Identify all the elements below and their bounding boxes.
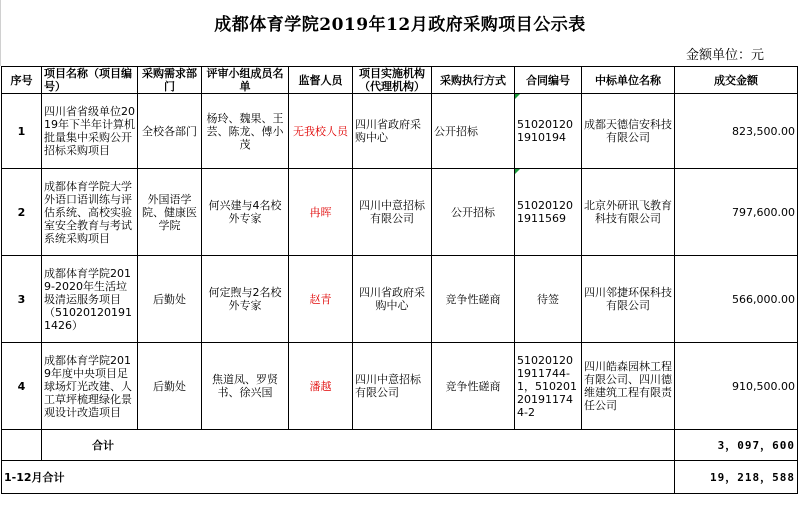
cell-supervisor: 潘越	[289, 343, 353, 430]
cell-amount: 797,600.00	[675, 169, 798, 256]
cell-agency: 四川中意招标有限公司	[353, 169, 432, 256]
cell-project: 成都体育学院2019年度中央项目足球场灯光改建、人工草坪梳理绿化景观设计改造项目	[42, 343, 138, 430]
cell-agency: 四川中意招标有限公司	[353, 343, 432, 430]
cell-panel: 杨玲、魏果、王芸、陈龙、傅小茂	[202, 94, 289, 169]
cell-supervisor: 赵青	[289, 256, 353, 343]
cell-amount: 910,500.00	[675, 343, 798, 430]
cell-panel: 何定煦与2名校外专家	[202, 256, 289, 343]
subtotal-label: 合计	[42, 430, 675, 461]
header-winner: 中标单位名称	[582, 67, 675, 94]
cell-panel: 何兴建与4名校外专家	[202, 169, 289, 256]
subtotal-amount: 3，097，600	[675, 430, 798, 461]
cell-contract: 510201201911744-1，510201201911744-2	[515, 343, 582, 430]
header-agency: 项目实施机构（代理机构）	[353, 67, 432, 94]
table-row	[2, 256, 798, 343]
header-amount: 成交金额	[675, 67, 798, 94]
cell-agency: 四川省政府采购中心	[353, 94, 432, 169]
cell-contract: 510201201911569	[515, 169, 582, 256]
total-amount: 19，218，588	[675, 461, 798, 494]
cell-contract: 待签	[515, 256, 582, 343]
table-row	[2, 94, 798, 169]
header-dept: 采购需求部门	[138, 67, 202, 94]
cell-panel: 焦道凤、罗贤书、徐兴国	[202, 343, 289, 430]
cell-method: 公开招标	[432, 169, 515, 256]
cell-project: 成都体育学院2019-2020年生活垃圾清运服务项目（510201201911426）	[42, 256, 138, 343]
cell-method: 竞争性磋商	[432, 343, 515, 430]
page-title: 成都体育学院2019年12月政府采购项目公示表	[214, 15, 586, 35]
cell-project: 成都体育学院大学外语口语训练与评估系统、高校实验室安全教育与考试系统采购项目	[42, 169, 138, 256]
header-project: 项目名称（项目编号）	[42, 67, 138, 94]
cell-winner: 成都天德信安科技有限公司	[582, 94, 675, 169]
subtotal-spacer	[2, 430, 42, 461]
unit-label: 金额单位：元	[685, 48, 764, 63]
cell-supervisor: 冉晖	[289, 169, 353, 256]
cell-method: 公开招标	[432, 94, 515, 169]
total-row	[2, 461, 798, 494]
header-seq: 序号	[2, 67, 42, 94]
cell-seq: 2	[2, 169, 42, 256]
cell-seq: 3	[2, 256, 42, 343]
header-row	[2, 67, 798, 94]
header-supervisor: 监督人员	[289, 67, 353, 94]
header-contract: 合同编号	[515, 67, 582, 94]
cell-seq: 4	[2, 343, 42, 430]
cell-amount: 823,500.00	[675, 94, 798, 169]
cell-winner: 北京外研讯飞教育科技有限公司	[582, 169, 675, 256]
cell-winner: 四川皓森园林工程有限公司、四川德维建筑工程有限责任公司	[582, 343, 675, 430]
cell-dept: 全校各部门	[138, 94, 202, 169]
cell-dept: 后勤处	[138, 343, 202, 430]
cell-method: 竞争性磋商	[432, 256, 515, 343]
cell-dept: 后勤处	[138, 256, 202, 343]
header-method: 采购执行方式	[432, 67, 515, 94]
cell-agency: 四川省政府采购中心	[353, 256, 432, 343]
table-row	[2, 169, 798, 256]
cell-winner: 四川邻捷环保科技有限公司	[582, 256, 675, 343]
cell-project: 四川省省级单位2019年下半年计算机批量集中采购公开招标采购项目	[42, 94, 138, 169]
cell-supervisor: 无我校人员	[289, 94, 353, 169]
cell-dept: 外国语学院、健康医学院	[138, 169, 202, 256]
header-panel: 评审小组成员名单	[202, 67, 289, 94]
cell-seq: 1	[2, 94, 42, 169]
total-label: 1-12月合计	[2, 461, 675, 494]
cell-amount: 566,000.00	[675, 256, 798, 343]
table-row	[2, 343, 798, 430]
subtotal-row	[2, 430, 798, 461]
cell-contract: 510201201910194	[515, 94, 582, 169]
procurement-table	[1, 66, 798, 494]
